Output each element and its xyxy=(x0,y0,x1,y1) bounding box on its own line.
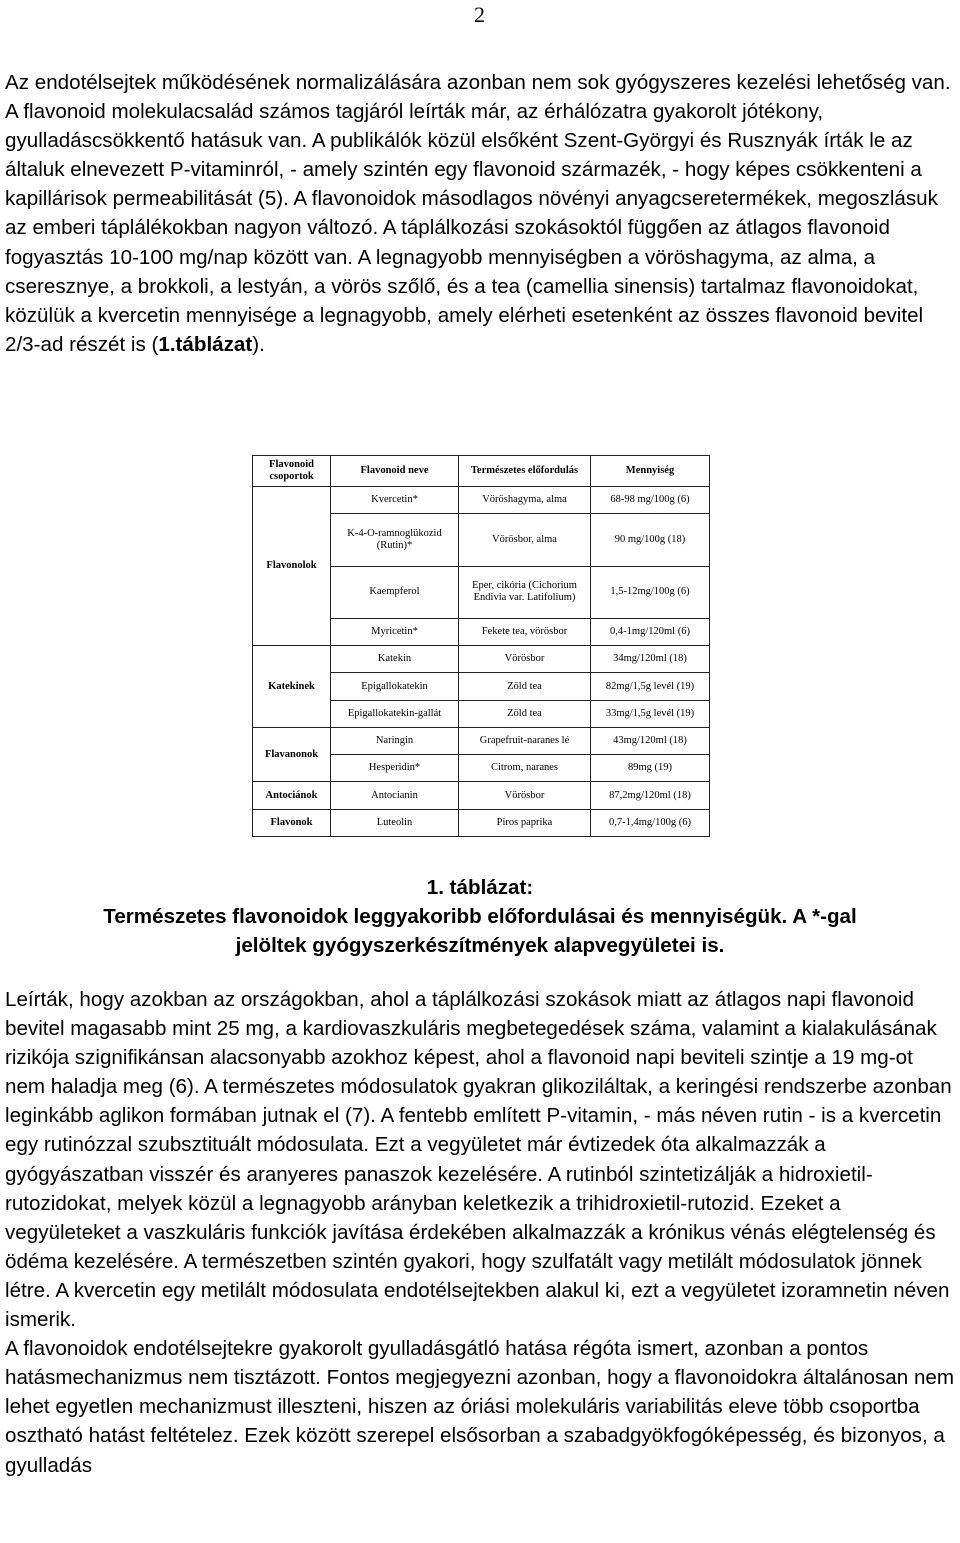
table-cell: Vöröshagyma, alma xyxy=(459,487,591,514)
body-text: Leírták, hogy azokban az országokban, ahol a táplálkozási szokások miatt az átlagos napi flavonoid bevitel magasabb mint 25 mg, a kardiovaszkuláris megbetegedések száma, valamint a kialakulásának rizikója szignifikánsan alacsonyabb azokhoz képest, ahol a flavonoid napi beviteli szintje a 19 mg-ot nem haladja meg (6). A természetes módosulatok gyakran glikoziláltak, a keringési rendszerbe azonban leginkább aglikon formában jutnak el (7). A fentebb említett P-vitamin, - más néven rutin - is a kvercetin egy rutinózzal szubsztituált módosulata. Ezt a vegyületet már évtizedek óta alkalmazzák a gyógyászatban visszér és aranyeres panaszok kezelésére. A rutinból szintetizálják a hidroxietil-rutozidokat, melyek közül a legnagyobb arányban keletkezik a trihidroxietil-rutozid. Ezeket a vegyületeket a vaszkuláris funkciók javítása érdekében alkalmazzák a krónikus vénás elégtelenség és ödéma kezelésére. A természetben szintén gyakori, hogy szulfatált vagy metilált módosulatok jönnek létre. A kvercetin egy metilált módosulata endotélsejtekben alakul ki, ezt a vegyületet izoramnetin néven ismerik. xyxy=(5,988,952,1332)
table-cell: Kaempferol xyxy=(331,566,459,618)
page-number: 2 xyxy=(474,2,485,27)
table-cell: Citrom, naranes xyxy=(459,755,591,782)
table-group-cell: Katekinek xyxy=(253,646,331,728)
table-cell: 68-98 mg/100g (6) xyxy=(591,487,710,514)
intro-paragraph xyxy=(5,68,957,359)
table-cell: Fekete tea, vörösbor xyxy=(459,619,591,646)
table-cell: Epigallokatekin xyxy=(331,673,459,700)
table-cell: Kvercetin* xyxy=(331,487,459,514)
table-header-cell: Mennyiség xyxy=(591,456,710,487)
table-cell: K-4-O-ramnoglükozid (Rutin)* xyxy=(331,514,459,566)
table-cell: Hesperidin* xyxy=(331,755,459,782)
table-cell: Piros paprika xyxy=(459,809,591,836)
table-cell: 34mg/120ml (18) xyxy=(591,646,710,673)
table-cell: 43mg/120ml (18) xyxy=(591,727,710,754)
body-paragraph xyxy=(5,985,957,1480)
body-text-continued: A flavonoidok endotélsejtekre gyakorolt gyulladásgátló hatása régóta ismert, azonban a pontos hatásmechanizmus nem tisztázott. Fontos megjegyezni azonban, hogy a flavonoidokra általánosan nem lehet egyetlen mechanizmust illeszteni, hiszen az óriási molekuláris variabilitás eleve több csoportba osztható hatást feltételez. Ezek között szerepel elsősorban a szabadgyökfogóképesség, és bizonyos, a gyulladás xyxy=(5,1337,955,1477)
table-cell: 0,4-1mg/120ml (6) xyxy=(591,619,710,646)
flavonoid-table xyxy=(252,455,710,837)
table-row xyxy=(253,782,710,809)
table-cell: 87,2mg/120ml (18) xyxy=(591,782,710,809)
table-header-cell: Természetes előfordulás xyxy=(459,456,591,487)
table-cell: Vörösbor, alma xyxy=(459,514,591,566)
table-cell: Antocianin xyxy=(331,782,459,809)
table-cell: Myricetin* xyxy=(331,619,459,646)
table-cell: Epigallokatekin-gallát xyxy=(331,700,459,727)
table-body xyxy=(253,487,710,837)
table-row xyxy=(253,727,710,754)
table-cell: Naringin xyxy=(331,727,459,754)
caption-title: 1. táblázat: xyxy=(426,876,534,899)
table-cell: 90 mg/100g (18) xyxy=(591,514,710,566)
table-header-row xyxy=(253,456,710,487)
table-cell: 33mg/1,5g levél (19) xyxy=(591,700,710,727)
table-cell: 82mg/1,5g levél (19) xyxy=(591,673,710,700)
intro-text: Az endotélsejtek működésének normalizálására azonban nem sok gyógyszeres kezelési lehetőség van. A flavonoid molekulacsalád számos tagjáról leírták már, az érhálózatra gyakorolt jótékony, gyulladáscsökkentő hatásuk van. A publikálók közül elsőként Szent-Györgyi és Rusznyák írták le az általuk elnevezett P-vitaminról, - amely szintén egy flavonoid származék, - hogy képes csökkenteni a kapillárisok permeabilitását (5). A flavonoidok másodlagos növényi anyagcseretermékek, megoszlásuk az emberi táplálékokban nagyon változó. A táplálkozási szokásoktól függően az átlagos flavonoid fogyasztás 10-100 mg/nap között van. A legnagyobb mennyiségben a vöröshagyma, az alma, a cseresznye, a brokkoli, a lestyán, a vörös szőlő, és a tea (camellia sinensis) tartalmaz flavonoidokat, közülük a kvercetin mennyisége a legnagyobb, amely elérheti esetenként az összes flavonoid bevitel 2/3-ad részét is ( xyxy=(5,71,951,356)
table-reference: 1.táblázat xyxy=(158,332,253,356)
table-cell: Grapefruit-naranes lé xyxy=(459,727,591,754)
table-group-cell: Flavanonok xyxy=(253,727,331,781)
table-cell: 1,5-12mg/100g (6) xyxy=(591,566,710,618)
table-group-cell: Flavonok xyxy=(253,809,331,836)
table-cell: Eper, cikória (Cichorium Endivia var. Latifolium) xyxy=(459,566,591,618)
table-group-cell: Antociánok xyxy=(253,782,331,809)
table-header-cell: Flavonoid csoportok xyxy=(253,456,331,487)
table-cell: Luteolin xyxy=(331,809,459,836)
table-cell: 0,7-1,4mg/100g (6) xyxy=(591,809,710,836)
flavonoid-table-figure xyxy=(252,455,709,837)
table-cell: Zöld tea xyxy=(459,673,591,700)
table-cell: 89mg (19) xyxy=(591,755,710,782)
table-row xyxy=(253,646,710,673)
table-cell: Katekin xyxy=(331,646,459,673)
intro-text-end: ). xyxy=(252,332,265,356)
table-row xyxy=(253,487,710,514)
table-cell: Vörösbor xyxy=(459,646,591,673)
table-cell: Vörösbor xyxy=(459,782,591,809)
caption-line: jelöltek gyógyszerkészítmények alapvegyületei is. xyxy=(235,934,725,957)
caption-line: Természetes flavonoidok leggyakoribb előfordulásai és mennyiségük. A *-gal xyxy=(103,905,857,928)
table-group-cell: Flavonolok xyxy=(253,487,331,646)
table-cell: Zöld tea xyxy=(459,700,591,727)
table-row xyxy=(253,809,710,836)
table-caption xyxy=(0,873,960,960)
table-header-cell: Flavonoid neve xyxy=(331,456,459,487)
